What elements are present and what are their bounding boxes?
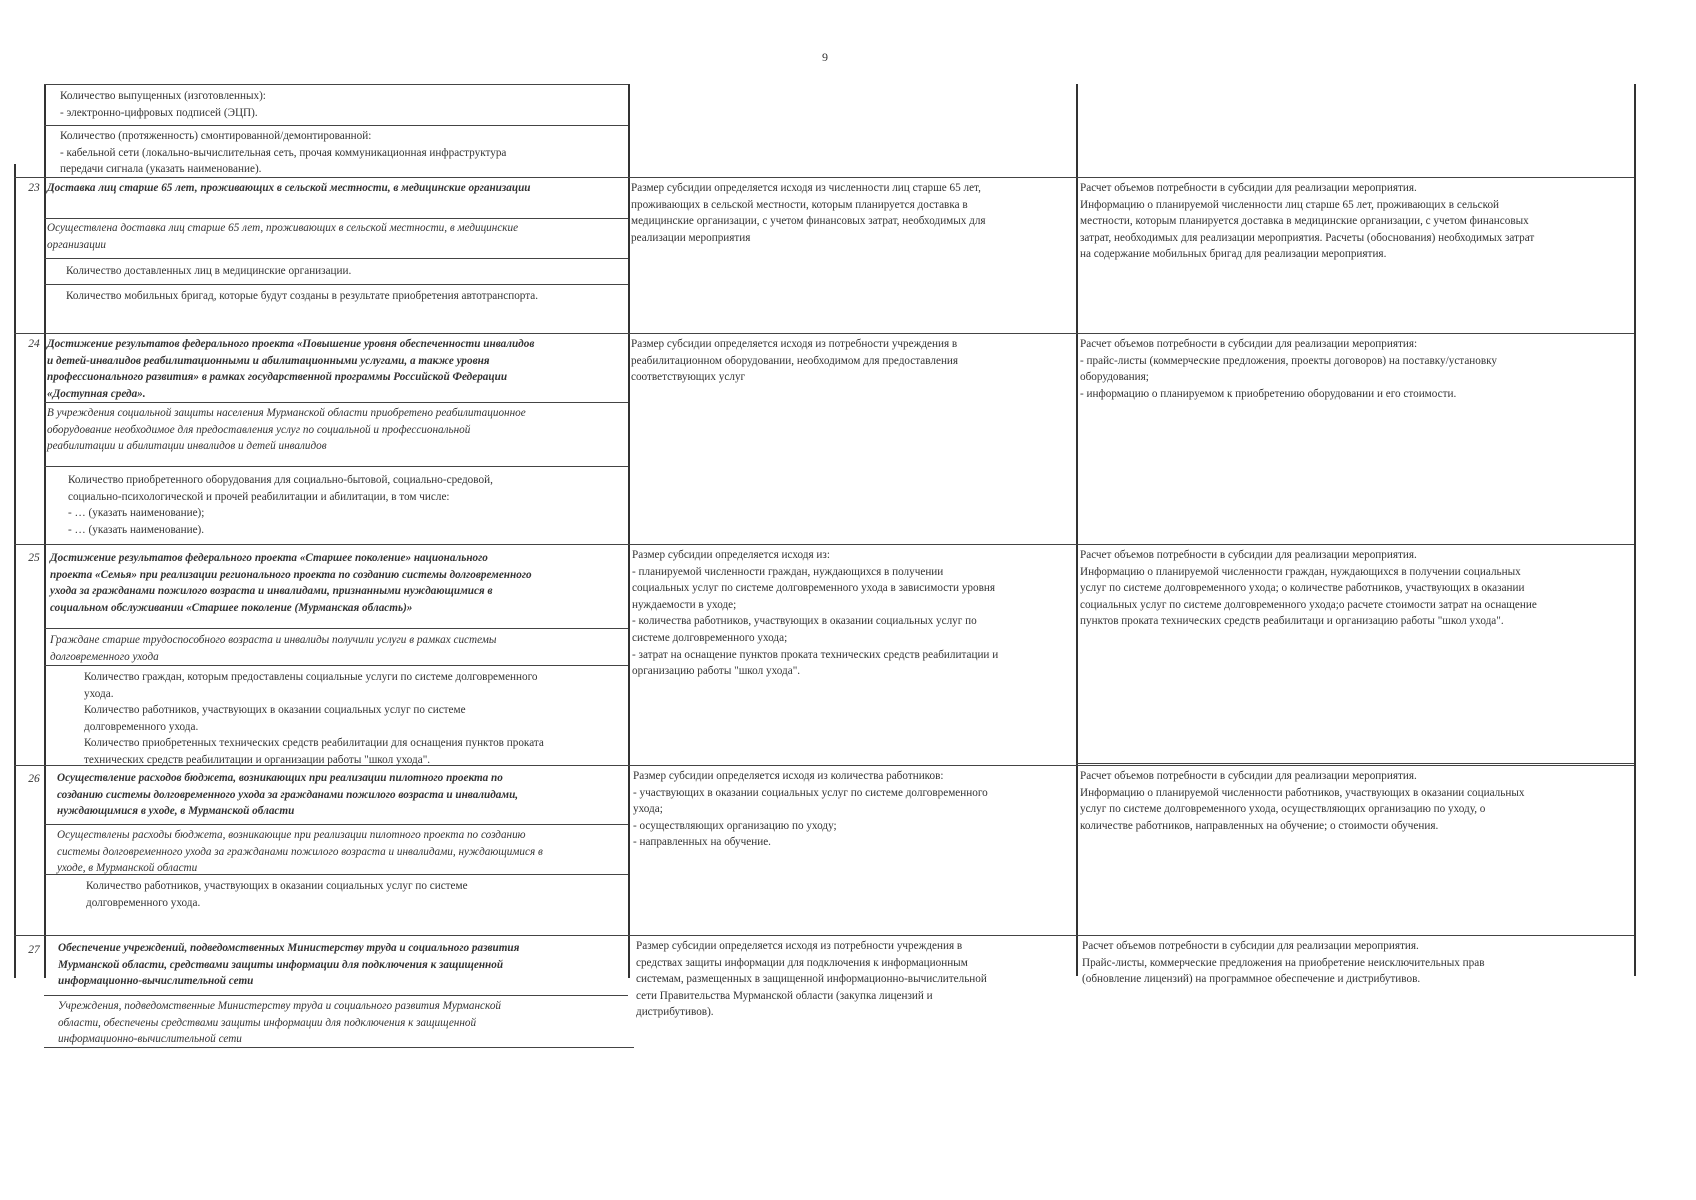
event-cell bbox=[47, 336, 534, 402]
text-line: Достижение результатов федерального проекта «Старшее поколение» национального bbox=[50, 552, 488, 564]
text-line: Размер субсидии определяется исходя из численности лиц старше 65 лет, bbox=[631, 182, 981, 194]
text-line: В учреждения социальной защиты населения Мурманской области приобретено реабилитационное bbox=[47, 407, 526, 419]
text-line: ухода за гражданами пожилого возраста и инвалидами, признанными нуждающимися в bbox=[50, 585, 493, 597]
row-divider bbox=[44, 995, 628, 996]
page-number: 9 bbox=[822, 50, 828, 64]
text-line: Информацию о планируемой численности граждан, нуждающихся в получении социальных bbox=[1080, 565, 1521, 578]
row-number: 25 bbox=[28, 552, 40, 564]
text-line: ухода; bbox=[633, 803, 663, 816]
text-line: технических средств реабилитации и организации работы "школ ухода". bbox=[84, 753, 431, 766]
subsidy-calculation-cell bbox=[633, 768, 988, 851]
text-line: организацию работы "школ ухода". bbox=[632, 665, 801, 678]
text-line: Количество мобильных бригад, которые будут созданы в результате приобретения автотранспорта. bbox=[66, 290, 539, 302]
text-line: - прайс-листы (коммерческие предложения, проекты договоров) на поставку/установку bbox=[1080, 354, 1498, 367]
text-line: - осуществляющих организацию по уходу; bbox=[633, 819, 837, 832]
text-line: Информацию о планируемой численности работников, участвующих в оказании социальных bbox=[1080, 786, 1525, 799]
text-line: реализации мероприятия bbox=[631, 231, 751, 244]
text-line: Количество выпущенных (изготовленных): bbox=[60, 90, 266, 102]
text-line: - затрат на оснащение пунктов проката технических средств реабилитации и bbox=[632, 648, 999, 661]
text-line: реабилитации и абилитации инвалидов и детей инвалидов bbox=[47, 440, 327, 452]
text-line: системам, размещенных в защищенной информационно-вычислительной bbox=[636, 973, 987, 986]
event-cell bbox=[57, 770, 518, 820]
text-line: Осуществлены расходы бюджета, возникающие при реализации пилотного проекта по созданию bbox=[57, 829, 526, 841]
row-number: 26 bbox=[28, 773, 40, 785]
column-divider-3 bbox=[1076, 84, 1078, 976]
text-line: социальных услуг по системе долговременного ухода в зависимости уровня bbox=[632, 582, 996, 595]
text-line: долговременного ухода. bbox=[86, 896, 201, 909]
text-line: Доставка лиц старше 65 лет, проживающих в сельской местности, в медицинские организации bbox=[47, 182, 531, 194]
text-line: местности, которым планируется доставка в медицинские организации, с учетом финансовых bbox=[1080, 215, 1529, 228]
indicator-cell bbox=[68, 472, 493, 538]
row-divider bbox=[44, 665, 628, 666]
row-number: 23 bbox=[28, 182, 40, 194]
result-cell bbox=[47, 405, 526, 455]
text-line: количестве работников, направленных на обучение; о стоимости обучения. bbox=[1080, 819, 1439, 832]
text-line: Расчет объемов потребности в субсидии для реализации мероприятия. bbox=[1080, 549, 1417, 561]
text-line: Расчет объемов потребности в субсидии для реализации мероприятия. bbox=[1082, 940, 1419, 952]
text-line: (обновление лицензий) на программное обеспечение и дистрибутивов. bbox=[1082, 973, 1421, 986]
text-line: нуждаемости в уходе; bbox=[632, 598, 737, 611]
text-line: долговременного ухода bbox=[50, 650, 159, 663]
text-line: - … (указать наименование). bbox=[68, 523, 205, 536]
row-divider bbox=[44, 466, 628, 467]
table-border-right bbox=[1634, 84, 1636, 976]
text-line: средствах защиты информации для подключения к информационным bbox=[636, 956, 968, 969]
text-line: системы долговременного ухода за гражданами пожилого возраста и инвалидами, нуждающимися в bbox=[57, 845, 543, 858]
result-cell bbox=[58, 998, 501, 1048]
text-line: системе долговременного ухода; bbox=[632, 631, 788, 644]
text-line: проекта «Семья» при реализации регионального проекта по созданию системы долговременного bbox=[50, 568, 532, 581]
row-divider bbox=[44, 628, 628, 629]
text-line: проживающих в сельской местности, которым планируется доставка в bbox=[631, 198, 968, 211]
text-line: пунктов проката технических средств реабилитаци и организацию работы "школ ухода". bbox=[1080, 615, 1504, 628]
row-divider bbox=[44, 84, 628, 85]
result-cell bbox=[47, 220, 518, 253]
text-line: Осуществление расходов бюджета, возникающих при реализации пилотного проекта по bbox=[57, 772, 503, 784]
indicator-cell bbox=[60, 88, 266, 121]
text-line: Прайс-листы, коммерческие предложения на приобретение неисключительных прав bbox=[1082, 956, 1485, 969]
text-line: Граждане старше трудоспособного возраста и инвалиды получили услуги в рамках системы bbox=[50, 634, 497, 646]
text-line: затрат, необходимых для реализации мероприятия. Расчеты (обоснования) необходимых затрат bbox=[1080, 231, 1535, 244]
subsidy-calculation-cell bbox=[631, 180, 986, 246]
text-line: услуг по системе долговременного ухода, осуществляющих организацию по уходу, о bbox=[1080, 803, 1486, 816]
text-line: социальном обслуживании «Старшее поколение (Мурманская область)» bbox=[50, 601, 413, 614]
row-divider bbox=[14, 544, 1634, 545]
table-border-left bbox=[14, 164, 16, 978]
text-line: - кабельной сети (локально-вычислительная сеть, прочая коммуникационная инфраструктура bbox=[60, 146, 507, 159]
text-line: информационно-вычислительной сети bbox=[58, 975, 254, 987]
text-line: Осуществлена доставка лиц старше 65 лет, проживающих в сельской местности, в медицинские bbox=[47, 222, 519, 234]
text-line: Размер субсидии определяется исходя из потребности учреждения в bbox=[636, 940, 963, 952]
text-line: Количество приобретенного оборудования для социально-бытовой, социально-средовой, bbox=[68, 474, 493, 486]
text-line: реабилитационном оборудовании, необходимом для предоставления bbox=[631, 354, 959, 367]
text-line: соответствующих услуг bbox=[631, 371, 746, 384]
text-line: оборудование необходимое для предоставления услуг по социальной и профессиональной bbox=[47, 423, 471, 436]
text-line: области, обеспечены средствами защиты информации для подключения к защищенной bbox=[58, 1016, 477, 1029]
documents-cell bbox=[1080, 180, 1534, 263]
text-line: - участвующих в оказании социальных услуг по системе долговременного bbox=[633, 786, 988, 799]
text-line: Учреждения, подведомственные Министерству труда и социального развития Мурманской bbox=[58, 1000, 502, 1012]
text-line: организации bbox=[47, 238, 107, 251]
text-line: профессионального развития» в рамках государственной программы Российской Федерации bbox=[47, 371, 508, 383]
text-line: «Доступная среда». bbox=[47, 387, 146, 400]
column-divider-2 bbox=[628, 84, 630, 978]
documents-cell bbox=[1080, 768, 1524, 834]
text-line: Расчет объемов потребности в субсидии для реализации мероприятия. bbox=[1080, 770, 1417, 782]
text-line: Обеспечение учреждений, подведомственных Министерству труда и социального развития bbox=[58, 942, 520, 954]
text-line: на содержание мобильных бригад для реализации мероприятия. bbox=[1080, 248, 1387, 261]
text-line: - информацию о планируемом к приобретению оборудовании и его стоимости. bbox=[1080, 387, 1457, 400]
row-divider bbox=[14, 333, 1634, 334]
documents-cell bbox=[1082, 938, 1485, 988]
text-line: информационно-вычислительной сети bbox=[58, 1033, 242, 1045]
text-line: - направленных на обучение. bbox=[633, 836, 771, 849]
text-line: ухода. bbox=[84, 687, 114, 700]
text-line: передачи сигнала (указать наименование). bbox=[60, 163, 262, 175]
text-line: медицинские организации, с учетом финансовых затрат, необходимых для bbox=[631, 215, 986, 228]
text-line: дистрибутивов). bbox=[636, 1006, 714, 1019]
row-divider bbox=[1076, 763, 1634, 764]
text-line: социальных услуг по системе долговременного ухода;о расчете стоимости затрат на оснащение bbox=[1080, 598, 1537, 611]
text-line: Расчет объемов потребности в субсидии для реализации мероприятия: bbox=[1080, 338, 1418, 350]
text-line: услуг по системе долговременного ухода; о количестве работников, участвующих в оказании bbox=[1080, 582, 1525, 595]
text-line: нуждающимися в уходе, в Мурманской области bbox=[57, 805, 295, 817]
subsidy-calculation-cell bbox=[636, 938, 987, 1021]
text-line: Достижение результатов федерального проекта «Повышение уровня обеспеченности инвалидов bbox=[47, 338, 535, 350]
row-divider bbox=[44, 284, 628, 285]
indicator-cell bbox=[84, 669, 544, 768]
event-cell bbox=[58, 940, 519, 990]
text-line: Количество доставленных лиц в медицинские организации. bbox=[66, 265, 352, 277]
row-divider bbox=[44, 258, 628, 259]
text-line: долговременного ухода. bbox=[84, 720, 199, 733]
row-number: 24 bbox=[28, 338, 40, 350]
documents-cell bbox=[1080, 336, 1497, 402]
text-line: Количество работников, участвующих в оказании социальных услуг по системе bbox=[86, 880, 468, 892]
row-divider bbox=[14, 935, 1634, 936]
text-line: Расчет объемов потребности в субсидии для реализации мероприятия. bbox=[1080, 182, 1417, 194]
text-line: социально-психологической и прочей реабилитации и абилитации, в том числе: bbox=[68, 490, 450, 503]
subsidy-calculation-cell bbox=[631, 336, 958, 386]
text-line: Количество граждан, которым предоставлены социальные услуги по системе долговременного bbox=[84, 671, 538, 683]
indicator-cell bbox=[60, 128, 506, 178]
text-line: - планируемой численности граждан, нуждающихся в получении bbox=[632, 565, 944, 578]
row-divider bbox=[44, 402, 628, 403]
subsidy-calculation-cell bbox=[632, 547, 998, 680]
text-line: - количества работников, участвующих в оказании социальных услуг по bbox=[632, 615, 977, 628]
text-line: Количество (протяженность) смонтированной/демонтированной: bbox=[60, 130, 372, 142]
text-line: созданию системы долговременного ухода за гражданами пожилого возраста и инвалидами, bbox=[57, 788, 519, 801]
text-line: Информацию о планируемой численности лиц старше 65 лет, проживающих в сельской bbox=[1080, 198, 1500, 211]
text-line: и детей-инвалидов реабилитационными и абилитационными услугами, а также уровня bbox=[47, 354, 490, 367]
text-line: Количество работников, участвующих в оказании социальных услуг по системе bbox=[84, 704, 466, 716]
row-divider bbox=[44, 824, 628, 825]
text-line: - электронно-цифровых подписей (ЭЦП). bbox=[60, 106, 258, 119]
indicator-cell bbox=[66, 288, 538, 305]
event-cell bbox=[47, 180, 531, 197]
text-line: Размер субсидии определяется исходя из потребности учреждения в bbox=[631, 338, 958, 350]
indicator-cell bbox=[66, 263, 351, 280]
result-cell bbox=[57, 827, 543, 877]
text-line: - … (указать наименование); bbox=[68, 507, 205, 519]
text-line: Размер субсидии определяется исходя из количества работников: bbox=[633, 770, 944, 782]
text-line: Количество приобретенных технических средств реабилитации для оснащения пунктов проката bbox=[84, 737, 544, 749]
documents-cell bbox=[1080, 547, 1537, 630]
text-line: оборудования; bbox=[1080, 371, 1149, 384]
text-line: уходе, в Мурманской области bbox=[57, 862, 198, 874]
row-divider bbox=[44, 125, 628, 126]
text-line: Размер субсидии определяется исходя из: bbox=[632, 549, 830, 561]
text-line: сети Правительства Мурманской области (закупка лицензий и bbox=[636, 989, 933, 1002]
text-line: Мурманской области, средствами защиты информации для подключения к защищенной bbox=[58, 958, 504, 971]
result-cell bbox=[50, 632, 497, 665]
indicator-cell bbox=[86, 878, 468, 911]
row-number: 27 bbox=[28, 944, 40, 956]
event-cell bbox=[50, 550, 532, 616]
